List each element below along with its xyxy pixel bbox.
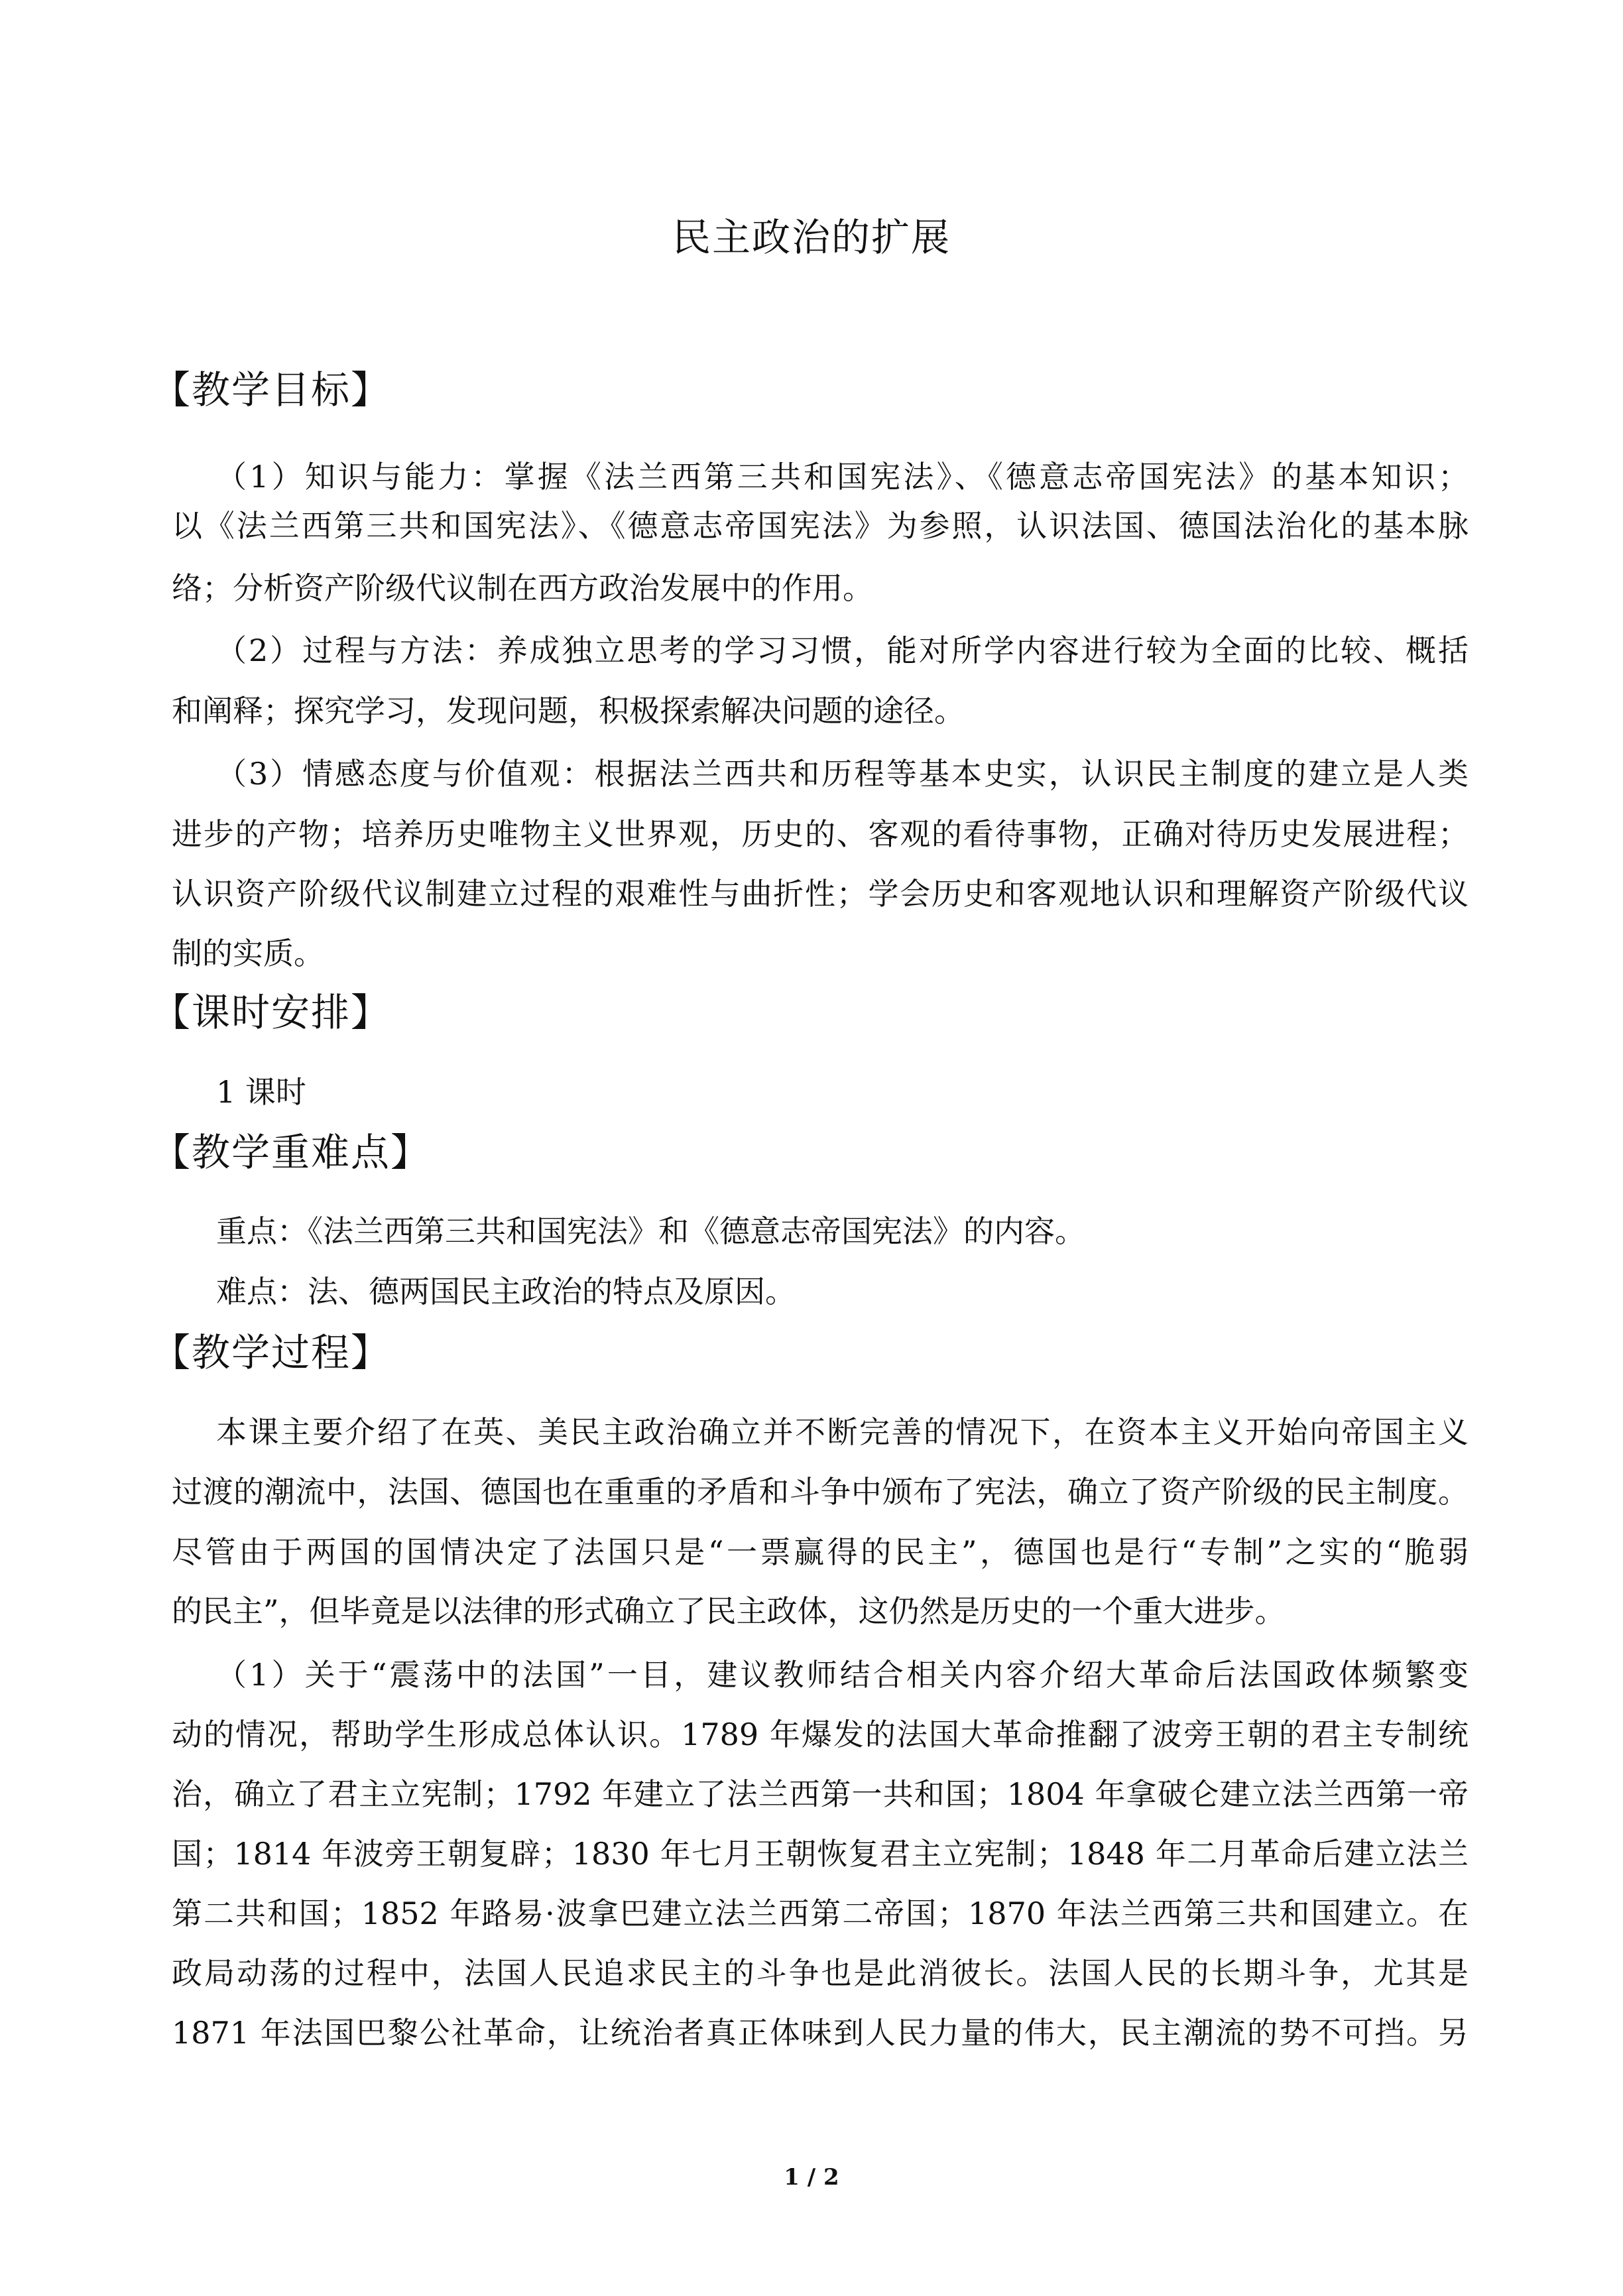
goals-line-8: 认识资产阶级代议制建立过程的艰难性与曲折性；学会历史和客观地认识和理解资产阶级代议 — [172, 876, 1469, 912]
process-line-9: 第二共和国；1852 年路易·波拿巴建立法兰西第二帝国；1870 年法兰西第三共和国建立。在 — [172, 1896, 1469, 1931]
goals-line-4: （2）过程与方法：养成独立思考的学习习惯，能对所学内容进行较为全面的比较、概括 — [216, 633, 1469, 668]
goals-line-3: 络；分析资产阶级代议制在西方政治发展中的作用。 — [172, 570, 873, 606]
keypoints-line-2: 难点：法、德两国民主政治的特点及原因。 — [216, 1274, 796, 1309]
process-line-3: 尽管由于两国的国情决定了法国只是“一票赢得的民主”，德国也是行“专制”之实的“脆弱 — [172, 1534, 1469, 1570]
process-line-8: 国；1814 年波旁王朝复辟；1830 年七月王朝恢复君主立宪制；1848 年二月革命后建立法兰 — [172, 1836, 1469, 1872]
process-line-4: 的民主”，但毕竟是以法律的形式确立了民主政体，这仍然是历史的一个重大进步。 — [172, 1593, 1286, 1629]
heading-keypoints: 【教学重难点】 — [152, 1130, 431, 1175]
schedule-line-1: 1 课时 — [216, 1074, 306, 1110]
process-line-1: 本课主要介绍了在英、美民主政治确立并不断完善的情况下，在资本主义开始向帝国主义 — [216, 1414, 1469, 1450]
goals-line-7: 进步的产物；培养历史唯物主义世界观，历史的、客观的看待事物，正确对待历史发展进程； — [172, 816, 1469, 852]
goals-line-1: （1）知识与能力：掌握《法兰西第三共和国宪法》、《德意志帝国宪法》的基本知识； — [216, 459, 1469, 495]
goals-line-5: 和阐释；探究学习，发现问题，积极探索解决问题的途径。 — [172, 693, 965, 729]
page-number: 1 / 2 — [784, 2164, 839, 2191]
process-line-6: 动的情况，帮助学生形成总体认识。1789 年爆发的法国大革命推翻了波旁王朝的君主专制统 — [172, 1717, 1469, 1752]
document-title: 民主政治的扩展 — [672, 215, 951, 260]
process-line-5: （1）关于“震荡中的法国”一目，建议教师结合相关内容介绍大革命后法国政体频繁变 — [216, 1657, 1469, 1693]
heading-schedule: 【课时安排】 — [152, 990, 391, 1035]
process-line-2: 过渡的潮流中，法国、德国也在重重的矛盾和斗争中颁布了宪法，确立了资产阶级的民主制度。 — [172, 1474, 1469, 1510]
heading-goals: 【教学目标】 — [152, 367, 391, 412]
process-line-7: 治，确立了君主立宪制；1792 年建立了法兰西第一共和国；1804 年拿破仑建立法兰西第一帝 — [172, 1776, 1469, 1812]
process-line-11: 1871 年法国巴黎公社革命，让统治者真正体味到人民力量的伟大，民主潮流的势不可挡。另 — [172, 2015, 1469, 2051]
heading-process: 【教学过程】 — [152, 1330, 391, 1375]
goals-line-9: 制的实质。 — [172, 936, 324, 971]
process-line-10: 政局动荡的过程中，法国人民追求民主的斗争也是此消彼长。法国人民的长期斗争，尤其是 — [172, 1955, 1469, 1991]
keypoints-line-1: 重点：《法兰西第三共和国宪法》和《德意志帝国宪法》的内容。 — [216, 1213, 1085, 1249]
goals-line-6: （3）情感态度与价值观：根据法兰西共和历程等基本史实，认识民主制度的建立是人类 — [216, 756, 1469, 792]
goals-line-2: 以《法兰西第三共和国宪法》、《德意志帝国宪法》为参照，认识法国、德国法治化的基本脉 — [172, 508, 1469, 544]
